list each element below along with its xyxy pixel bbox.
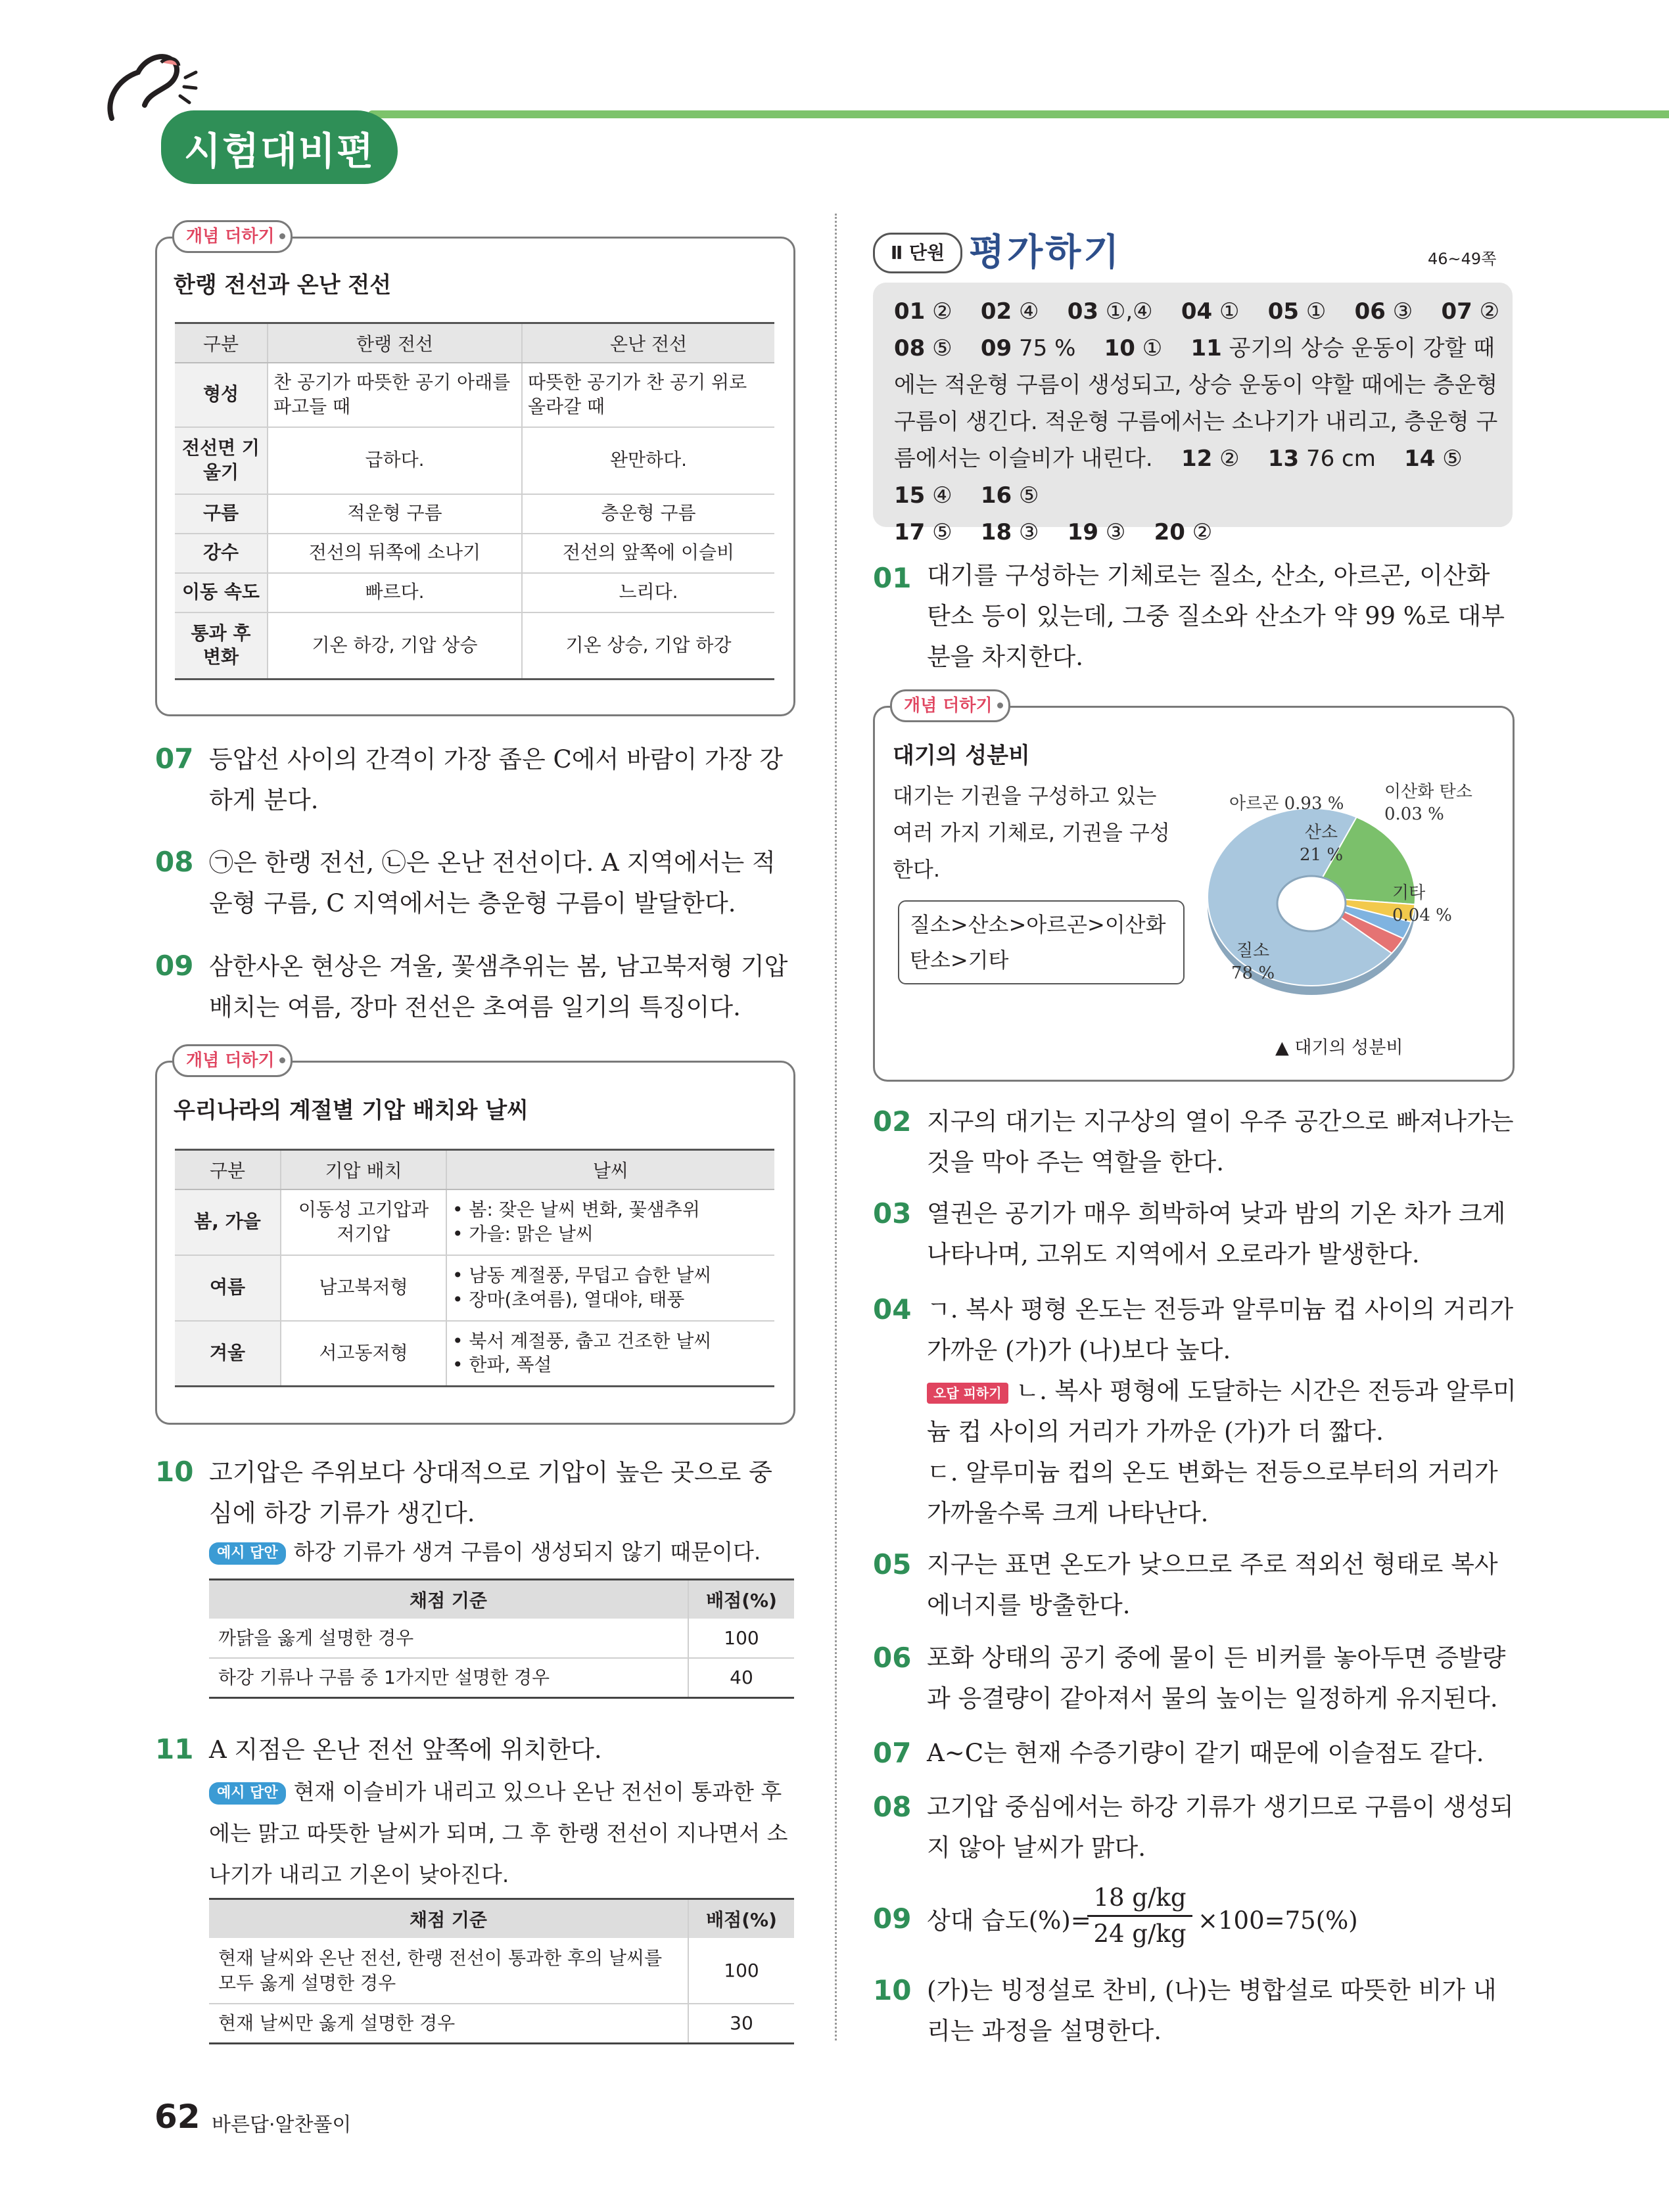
donut-hole: [1277, 876, 1346, 931]
page-number: 62: [154, 2098, 200, 2136]
score-cell: 100: [688, 1938, 794, 2004]
statement-c: ㄷ. 알루미늄 컵의 온도 변화는 전등으로부터의 거리가 가까울수록 크게 나타난다.: [927, 1458, 1498, 1527]
table-header: 날씨: [446, 1150, 774, 1189]
row-label: 형성: [175, 363, 268, 427]
item-number: 09: [155, 950, 194, 982]
footer-label: 바른답·알찬풀이: [212, 2113, 352, 2136]
concept-tag: 개념 더하기: [172, 220, 293, 253]
composition-order: 질소>산소>아르곤>이산화 탄소>기타: [898, 900, 1185, 984]
weather-line: • 장마(초여름), 열대야, 태풍: [452, 1288, 685, 1310]
table-cell: 기온 하강, 기압 상승: [268, 612, 522, 680]
statement-b: 오답 피하기 ㄴ. 복사 평형에 도달하는 시간은 전등과 알루미늄 컵 사이의 거리가 가까운 (가)가 더 짧다.: [927, 1377, 1516, 1446]
formula: [927, 1881, 1518, 1960]
chart-caption: ▲ 대기의 성분비: [1275, 1038, 1403, 1058]
table-cell: 하강 기류나 구름 중 1가지만 설명한 경우: [209, 1658, 688, 1697]
item-number: 03: [873, 1197, 912, 1230]
answer-line: 17 ⑤ 18 ③ 19 ③ 20 ②: [894, 519, 1213, 545]
table-cell: 따뜻한 공기가 찬 공기 위로 올라갈 때: [522, 363, 774, 427]
item-text: 고기압 중심에서는 하강 기류가 생기므로 구름이 생성되지 않아 날씨가 맑다.: [927, 1793, 1514, 1862]
item-text: 열권은 공기가 매우 희박하여 낮과 밤의 기온 차가 크게 나타나며, 고위도 지역에서 오로라가 발생한다.: [927, 1199, 1506, 1268]
table-cell: 전선의 뒤쪽에 소나기: [268, 534, 522, 573]
table-cell: 까닭을 옳게 설명한 경우: [209, 1619, 688, 1658]
concept-title: 한랭 전선과 온난 전선: [174, 272, 392, 298]
item-text: 고기압은 주위보다 상대적으로 기압이 높은 곳으로 중심에 하강 기류가 생긴다.: [209, 1458, 772, 1527]
table-header: 채점 기준: [209, 1899, 688, 1939]
weather-line: • 가을: 맑은 날씨: [452, 1222, 594, 1245]
denominator: 24 g/kg: [1093, 1920, 1187, 1948]
row-label: 통과 후 변화: [175, 612, 268, 680]
concept-tag: 개념 더하기: [890, 689, 1010, 722]
formula-suffix: ×100=75(%): [1198, 1906, 1358, 1935]
row-label: 여름: [175, 1255, 281, 1321]
score-cell: 100: [688, 1619, 794, 1658]
table-cell: 남고북저형: [281, 1255, 446, 1321]
item-number: 10: [873, 1974, 912, 2006]
score-cell: 40: [688, 1658, 794, 1697]
table-cell: 현재 날씨만 옳게 설명한 경우: [209, 2004, 688, 2043]
table-cell: 이동성 고기압과 저기압: [281, 1189, 446, 1255]
table-cell: 완만하다.: [522, 427, 774, 494]
table-header: 배점(%): [688, 1580, 794, 1619]
table-header: 구분: [175, 323, 268, 363]
example-answer: [209, 1771, 801, 1895]
example-label: 예시 답안: [209, 1542, 286, 1565]
table-cell: 적운형 구름: [268, 494, 522, 534]
weather-line: • 한파, 폭설: [452, 1354, 552, 1376]
table-header: 배점(%): [688, 1899, 794, 1939]
label-other: 기타 0.04 %: [1392, 883, 1452, 925]
table-cell: 느리다.: [522, 573, 774, 612]
row-label: 구름: [175, 494, 268, 534]
table-cell: 층운형 구름: [522, 494, 774, 534]
formula-fraction: [1087, 1881, 1192, 1951]
example-label: 예시 답안: [209, 1782, 286, 1805]
row-label: 봄, 가을: [175, 1189, 281, 1255]
item-number: 10: [155, 1456, 194, 1488]
answer-text: 하강 기류가 생겨 구름이 생성되지 않기 때문이다.: [293, 1539, 761, 1565]
row-label: 강수: [175, 534, 268, 573]
answer-line: 01 ② 02 ④ 03 ①,④ 04 ① 05 ① 06 ③ 07 ②: [894, 298, 1500, 325]
item-number: 02: [873, 1105, 912, 1138]
item-number: 09: [873, 1902, 912, 1935]
answer-key: [894, 293, 1499, 551]
weather-cell: [446, 1321, 774, 1387]
item-number: 01: [873, 562, 912, 594]
wrong-answer-tag: 오답 피하기: [927, 1383, 1008, 1404]
table-header: 채점 기준: [209, 1580, 688, 1619]
formula-prefix: 상대 습도(%)=: [927, 1906, 1091, 1935]
statement-a: ㄱ. 복사 평형 온도는 전등과 알루미늄 컵 사이의 거리가 가까운 (가)가 (나)보다 높다.: [927, 1295, 1514, 1364]
concept-body: 대기는 기권을 구성하고 있는 여러 가지 기체로, 기권을 구성한다.: [893, 783, 1170, 882]
item-number: 08: [155, 846, 194, 878]
answer-line: 08 ⑤ 09 75 % 10 ① 11 공기의 상승 운동이 강할 때에는 적운형 구름이 생성되고, 상승 운동이 약할 때에는 층운형 구름이 생긴다. 적운형 구름에서는 소나기가 내리고, 층운형 구름에서는 이슬비가 내린다. 12 ② 13 76 cm 14 ⑤ 15 ④ 16 ⑤: [894, 335, 1498, 509]
score-cell: 30: [688, 2004, 794, 2043]
table-cell: 서고동저형: [281, 1321, 446, 1387]
weather-line: • 봄: 잦은 날씨 변화, 꽃샘추위: [452, 1199, 700, 1221]
table-cell: 현재 날씨와 온난 전선, 한랭 전선이 통과한 후의 날씨를 모두 옳게 설명한 경우: [209, 1938, 688, 2004]
item-text: A 지점은 온난 전선 앞쪽에 위치한다.: [209, 1736, 602, 1764]
label-nitrogen: 질소 78 %: [1231, 941, 1275, 983]
item-number: 06: [873, 1642, 912, 1674]
weather-line: • 북서 계절풍, 춥고 건조한 날씨: [452, 1329, 712, 1352]
concept-title: 대기의 성분비: [893, 743, 1030, 769]
example-answer: [209, 1531, 801, 1573]
item-text: 포화 상태의 공기 중에 물이 든 비커를 놓아두면 증발량과 응결량이 같아져서 물의 높이는 일정하게 유지된다.: [927, 1644, 1506, 1713]
concept-tag: 개념 더하기: [172, 1044, 293, 1077]
table-cell: 기온 상승, 기압 하강: [522, 612, 774, 680]
concept-title: 우리나라의 계절별 기압 배치와 날씨: [174, 1097, 529, 1124]
scoring-table: [209, 1898, 794, 2044]
table-cell: 전선의 앞쪽에 이슬비: [522, 534, 774, 573]
table-header: 한랭 전선: [268, 323, 522, 363]
section-title: 시험대비편: [183, 129, 375, 173]
item-number: 05: [873, 1548, 912, 1580]
item-text: 지구의 대기는 지구상의 열이 우주 공간으로 빠져나가는 것을 막아 주는 역할을 한다.: [927, 1107, 1514, 1176]
label-oxygen: 산소 21 %: [1299, 823, 1344, 865]
item-text: 등압선 사이의 간격이 가장 좁은 C에서 바람이 가장 강하게 분다.: [209, 745, 783, 814]
page-range: 46~49쪽: [1428, 250, 1497, 268]
seasons-table: [175, 1149, 774, 1387]
item-number: 08: [873, 1791, 912, 1823]
fronts-table: [175, 322, 774, 680]
item-number: 07: [155, 743, 194, 775]
header-rule: [368, 110, 1669, 118]
item-text: ㉠은 한랭 전선, ㉡은 온난 전선이다. A 지역에서는 적운형 구름, C 지역에서는 층운형 구름이 발달한다.: [209, 848, 776, 917]
item-text: A~C는 현재 수증기량이 같기 때문에 이슬점도 같다.: [927, 1739, 1484, 1767]
table-header: 온난 전선: [522, 323, 774, 363]
item-number: 04: [873, 1293, 912, 1325]
table-cell: 급하다.: [268, 427, 522, 494]
numerator: 18 g/kg: [1087, 1881, 1192, 1917]
table-header: 기압 배치: [281, 1150, 446, 1189]
row-label: 겨울: [175, 1321, 281, 1387]
item-text: 지구는 표면 온도가 낮으므로 주로 적외선 형태로 복사 에너지를 방출한다.: [927, 1550, 1498, 1619]
row-label: 전선면 기울기: [175, 427, 268, 494]
label-co2: 이산화 탄소 0.03 %: [1384, 782, 1472, 824]
scoring-table: [209, 1578, 794, 1699]
item-text: 삼한사온 현상은 겨울, 꽃샘추위는 봄, 남고북저형 기압 배치는 여름, 장마 전선은 초여름 일기의 특징이다.: [209, 952, 788, 1021]
row-label: 이동 속도: [175, 573, 268, 612]
weather-line: • 남동 계절풍, 무덥고 습한 날씨: [452, 1264, 712, 1287]
table-cell: 빠르다.: [268, 573, 522, 612]
unit-title: 평가하기: [969, 231, 1122, 274]
column-divider: [835, 214, 837, 2040]
weather-cell: [446, 1189, 774, 1255]
item-text: 대기를 구성하는 기체로는 질소, 산소, 아르곤, 이산화 탄소 등이 있는데, 그중 질소와 산소가 약 99 %로 대부분을 차지한다.: [927, 561, 1505, 671]
item-text: (가)는 빙정설로 찬비, (나)는 병합설로 따뜻한 비가 내리는 과정을 설명한다.: [927, 1976, 1497, 2045]
item-text: [927, 1289, 1518, 1534]
label-argon: 아르곤 0.93 %: [1229, 794, 1344, 814]
answer-text: 현재 이슬비가 내리고 있으나 온난 전선이 통과한 후에는 맑고 따뜻한 날씨가 되며, 그 후 한랭 전선이 지나면서 소나기가 내리고 기온이 낮아진다.: [209, 1779, 788, 1887]
weather-cell: [446, 1255, 774, 1321]
table-cell: 찬 공기가 따뜻한 공기 아래를 파고들 때: [268, 363, 522, 427]
unit-badge: Ⅱ 단원: [873, 233, 962, 273]
table-header: 구분: [175, 1150, 281, 1189]
item-number: 11: [155, 1733, 194, 1765]
item-number: 07: [873, 1737, 912, 1769]
